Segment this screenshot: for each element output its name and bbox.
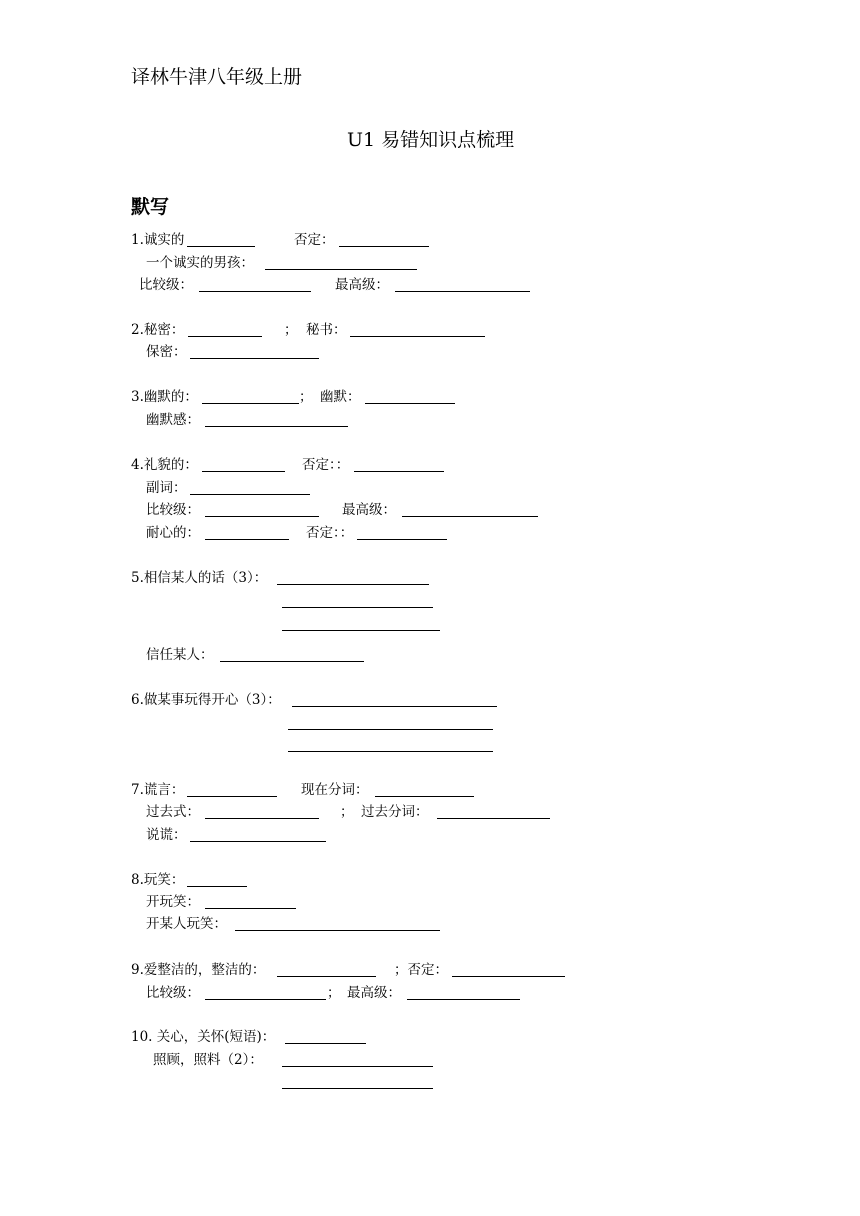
answer-blank[interactable] [288,729,493,730]
answer-blank[interactable] [277,976,376,977]
item-7-present-participle-label: 现在分词： [301,782,369,798]
item-2-label: 2.秘密： [131,322,185,338]
item-1-phrase-label: 一个诚实的男孩： [146,255,254,271]
answer-blank[interactable] [205,908,296,909]
item-9-superlative-label: 最高级： [347,985,401,1001]
item-3-sense-label: 幽默感： [146,412,200,428]
item-1-negative-label: 否定： [294,232,335,248]
answer-blank[interactable] [357,539,447,540]
item-9-separator: ； [327,985,341,1001]
answer-blank[interactable] [339,246,429,247]
answer-blank[interactable] [202,471,285,472]
answer-blank[interactable] [375,796,474,797]
section-title: 默写 [131,196,170,218]
document-title: U1 易错知识点梳理 [347,129,515,151]
item-6-label: 6.做某事玩得开心（3）： [131,692,281,708]
answer-blank[interactable] [205,516,319,517]
item-3-label: 3.幽默的： [131,389,198,405]
answer-blank[interactable] [187,886,247,887]
item-4-adverb-label: 副词： [146,480,187,496]
answer-blank[interactable] [285,1043,366,1044]
answer-blank[interactable] [188,336,262,337]
item-4-patient-label: 耐心的： [146,525,200,541]
item-7-past-label: 过去式： [146,804,200,820]
item-8-label: 8.玩笑： [131,872,185,888]
item-9-label: 9.爱整洁的，整洁的： [131,962,266,978]
answer-blank[interactable] [277,584,429,585]
item-7-past-participle-label: 过去分词： [361,804,429,820]
answer-blank[interactable] [205,539,289,540]
item-10-look-after-label: 照顾，照料（2）： [153,1052,263,1068]
item-3-separator: ； [299,389,313,405]
item-9-negative-label: ；否定： [394,962,448,978]
item-2-separator: ； [284,322,298,338]
answer-blank[interactable] [350,336,485,337]
item-2-secretary-label: 秘书： [306,322,347,338]
answer-blank[interactable] [205,426,348,427]
answer-blank[interactable] [220,661,364,662]
item-4-negative-label: 否定：： [302,457,350,473]
item-1-comparative-label: 比较级： [139,277,193,293]
answer-blank[interactable] [202,403,299,404]
item-10-label: 10. 关心，关怀(短语)： [131,1029,276,1045]
answer-blank[interactable] [282,1066,433,1067]
answer-blank[interactable] [187,246,255,247]
answer-blank[interactable] [235,930,440,931]
answer-blank[interactable] [190,841,326,842]
item-3-humour-label: 幽默： [320,389,361,405]
item-4-comparative-label: 比较级： [146,502,200,518]
answer-blank[interactable] [437,818,550,819]
item-2-keep-secret-label: 保密： [146,344,187,360]
item-1-superlative-label: 最高级： [335,277,389,293]
item-8-joke-phrase-label: 开玩笑： [146,894,200,910]
answer-blank[interactable] [395,291,530,292]
answer-blank[interactable] [407,999,520,1000]
answer-blank[interactable] [282,607,433,608]
item-7-label: 7.谎言： [131,782,185,798]
item-4-superlative-label: 最高级： [342,502,396,518]
answer-blank[interactable] [354,471,444,472]
answer-blank[interactable] [365,403,455,404]
answer-blank[interactable] [187,796,277,797]
item-7-separator: ； [340,804,354,820]
answer-blank[interactable] [199,291,311,292]
answer-blank[interactable] [452,976,565,977]
answer-blank[interactable] [205,818,319,819]
answer-blank[interactable] [265,269,417,270]
item-8-joke-someone-label: 开某人玩笑： [146,916,227,932]
answer-blank[interactable] [282,1088,433,1089]
item-9-comparative-label: 比较级： [146,985,200,1001]
answer-blank[interactable] [288,751,493,752]
answer-blank[interactable] [292,706,497,707]
item-1-label: 1.诚实的 [131,232,185,248]
answer-blank[interactable] [190,494,310,495]
item-4-label: 4.礼貌的： [131,457,198,473]
item-4-patient-negative-label: 否定：： [306,525,354,541]
answer-blank[interactable] [282,630,440,631]
book-title: 译林牛津八年级上册 [131,66,303,88]
answer-blank[interactable] [402,516,538,517]
answer-blank[interactable] [190,358,319,359]
answer-blank[interactable] [205,999,326,1000]
item-7-lie-verb-label: 说谎： [146,827,187,843]
item-5-trust-label: 信任某人： [146,647,214,663]
item-5-label: 5.相信某人的话（3）： [131,570,268,586]
